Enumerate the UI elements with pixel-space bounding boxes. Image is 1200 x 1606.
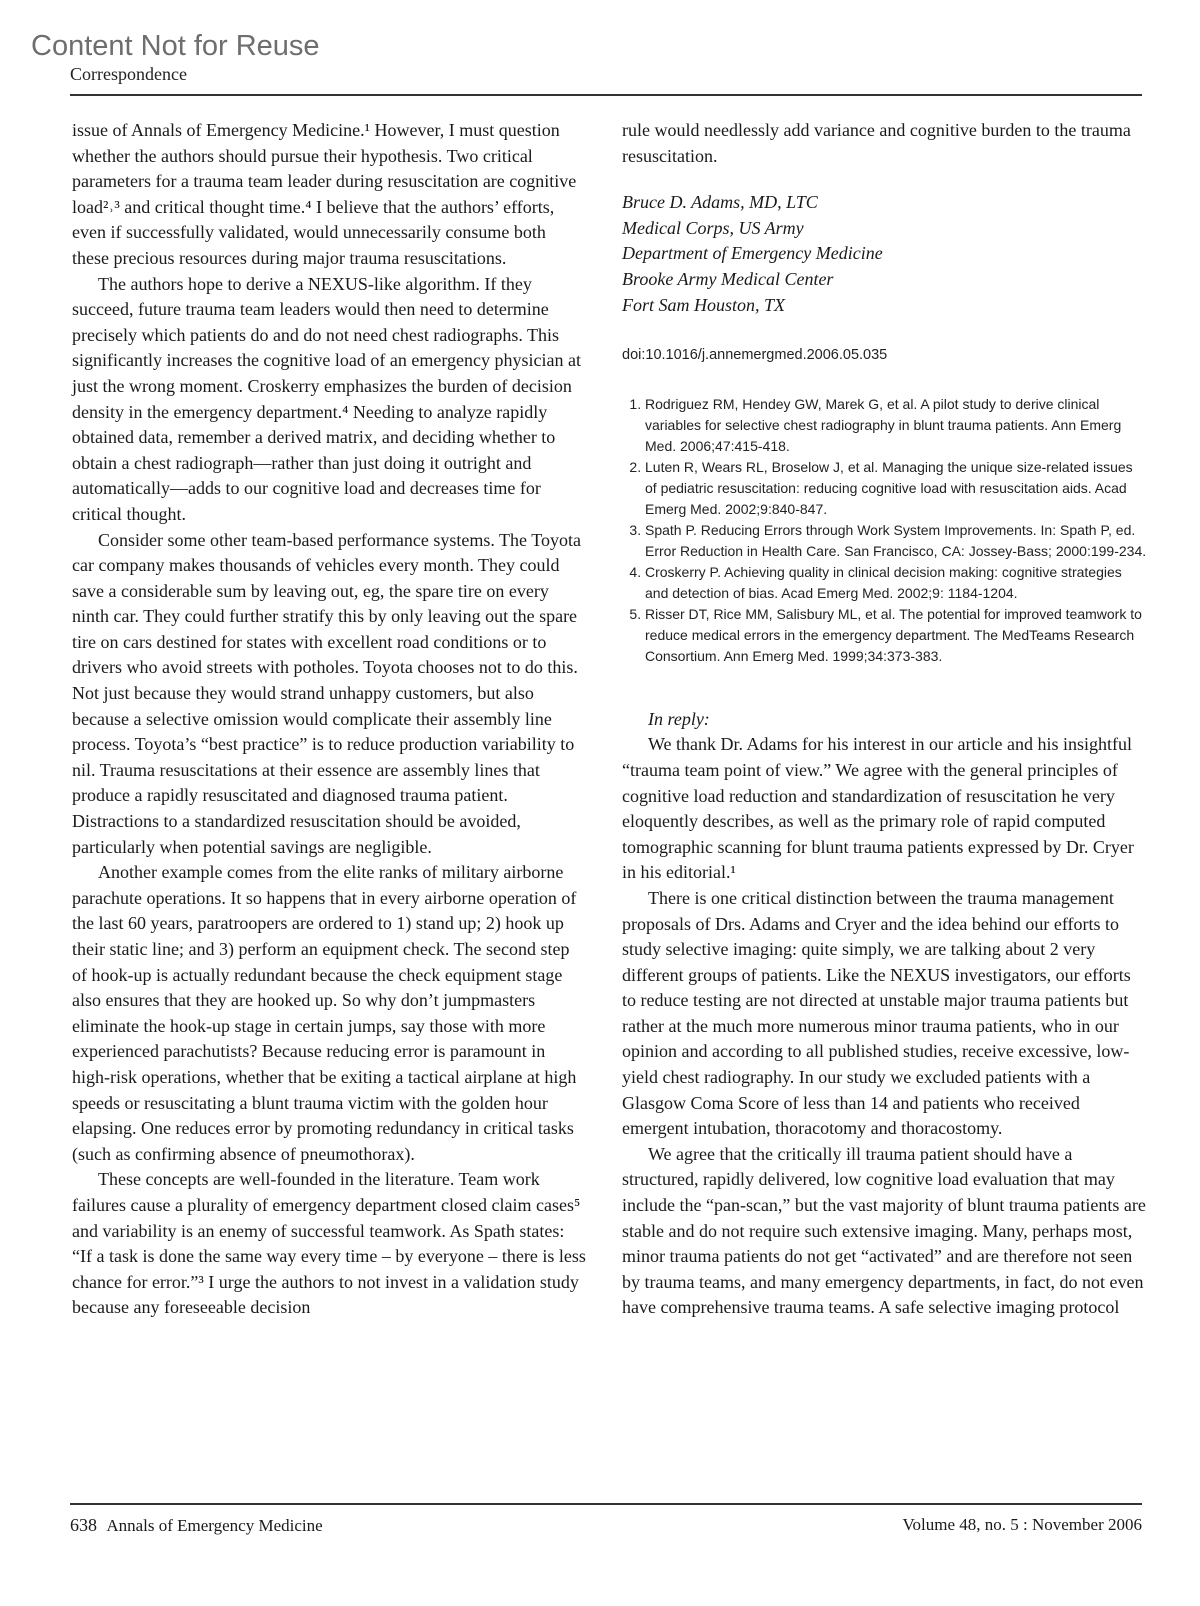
page-number: 638 bbox=[70, 1515, 97, 1535]
journal-name: Annals of Emergency Medicine bbox=[106, 1516, 323, 1535]
signature-line: Department of Emergency Medicine bbox=[622, 243, 883, 264]
left-column bbox=[72, 118, 587, 1321]
watermark: Content Not for Reuse bbox=[31, 30, 320, 62]
reference-item: 5. Risser DT, Rice MM, Salisbury ML, et al. The potential for improved teamwork to reduce medical errors in the emergency department. The MedTeams Research Consortium. Ann Emerg Med. 1999;34:373-383. bbox=[645, 604, 1147, 667]
reply-paragraph: We agree that the critically ill trauma patient should have a structured, rapidly delivered, low cognitive load evaluation that may include the “pan-scan,” but the vast majority of blunt trauma patients are stable and do not require such extensive imaging. Many, perhaps most, minor trauma patients do not get “activated” and are therefore not seen by trauma teams, and many emergency departments, in fact, do not even have comprehensive trauma teams. A safe selective imaging protocol bbox=[622, 1143, 1146, 1318]
reference-list bbox=[622, 394, 1147, 667]
issue-info: Volume 48, no. 5 : November 2006 bbox=[902, 1515, 1142, 1534]
footer-left bbox=[70, 1515, 323, 1536]
author-signature bbox=[622, 190, 1147, 318]
reference-item: 4. Croskerry P. Achieving quality in clinical decision making: cognitive strategies and detection of bias. Acad Emerg Med. 2002;9: 1184-1204. bbox=[645, 562, 1147, 604]
reply-paragraph: There is one critical distinction between the trauma management proposals of Drs. Adams and Cryer and the idea behind our efforts to study selective imaging: quite simply, we are talking about 2 very different groups of patients. Like the NEXUS investigators, our efforts to reduce testing are not directed at unstable major trauma patients but rather at the much more numerous minor trauma patients, who in our opinion and according to all published studies, receive excessive, low-yield chest radiography. In our study we excluded patients with a Glasgow Coma Score of less than 14 and patients who received emergent intubation, thoracotomy and thoracostomy. bbox=[622, 887, 1131, 1139]
header-rule bbox=[70, 94, 1142, 96]
body-paragraph: The authors hope to derive a NEXUS-like algorithm. If they succeed, future trauma team leaders would then need to determine precisely which patients do and do not need chest radiographs. This significantly increases the cognitive load of an emergency physician at just the wrong moment. Croskerry emphasizes the burden of decision density in the emergency department.⁴ Needing to analyze rapidly obtained data, remember a derived matrix, and deciding whether to obtain a chest radiograph—rather than just doing it outright and automatically—adds to our cognitive load and decreases time for critical thought. bbox=[72, 273, 581, 524]
doi: doi:10.1016/j.annemergmed.2006.05.035 bbox=[622, 347, 888, 364]
body-paragraph: issue of Annals of Emergency Medicine.¹ However, I must question whether the authors should pursue their hypothesis. Two critical parameters for a trauma team leader during resuscitation are cognitive load²˒³ and critical thought time.⁴ I believe that the authors’ efforts, even if successfully validated, would unnecessarily consume both these precious resources during major trauma resuscitations. bbox=[72, 120, 577, 268]
footer-rule bbox=[70, 1503, 1142, 1505]
reference-item: 2. Luten R, Wears RL, Broselow J, et al. Managing the unique size-related issues of pediatric resuscitation: reducing cognitive load with resuscitation aids. Acad Emerg Med. 2002;9:840-847. bbox=[645, 457, 1147, 520]
reference-item: 1. Rodriguez RM, Hendey GW, Marek G, et al. A pilot study to derive clinical variables for selective chest radiography in blunt trauma patients. Ann Emerg Med. 2006;47:415-418. bbox=[645, 394, 1147, 457]
body-paragraph: Another example comes from the elite ranks of military airborne parachute operations. It so happens that in every airborne operation of the last 60 years, paratroopers are ordered to 1) stand up; 2) hook up their static line; and 3) perform an equipment check. The second step of hook-up is actually redundant because the check equipment stage also ensures that they are hooked up. So why don’t jumpmasters eliminate the hook-up stage in certain jumps, say those with more experienced parachutists? Because reducing error is paramount in high-risk operations, whether that be exiting a tactical airplane at high speeds or resuscitating a blunt trauma victim with the golden hour elapsing. One reduces error by promoting redundancy in critical tasks (such as confirming absence of pneumothorax). bbox=[72, 862, 577, 1164]
body-paragraph: Consider some other team-based performance systems. The Toyota car company makes thousands of vehicles every month. They could save a considerable sum by leaving out, eg, the spare tire on every ninth car. They could further stratify this by only leaving out the spare tire on cars destined for states with excellent road conditions or to drivers who avoid streets with potholes. Toyota chooses not to do this. Not just because they would strand unhappy customers, but also because a selective omission would complicate their assembly line process. Toyota’s “best practice” is to reduce production variability to nil. Trauma resuscitations at their essence are assembly lines that produce a rapidly resuscitated and diagnosed trauma patient. Distractions to a standardized resuscitation should be avoided, particularly when potential savings are negligible. bbox=[72, 529, 581, 857]
reply-heading: In reply: bbox=[648, 708, 710, 729]
signature-line: Fort Sam Houston, TX bbox=[622, 294, 786, 315]
reply-paragraph: We thank Dr. Adams for his interest in our article and his insightful “trauma team point of view.” We agree with the general principles of cognitive load reduction and standardization of resuscitation he very eloquently describes, as well as the primary role of rapid computed tomographic scanning for blunt trauma patients expressed by Dr. Cryer in his editorial.¹ bbox=[622, 734, 1134, 883]
signature-line: Bruce D. Adams, MD, LTC bbox=[622, 192, 818, 213]
signature-line: Medical Corps, US Army bbox=[622, 217, 804, 238]
section-label: Correspondence bbox=[70, 64, 187, 84]
signature-line: Brooke Army Medical Center bbox=[622, 268, 834, 289]
body-paragraph: These concepts are well-founded in the literature. Team work failures cause a plurality of emergency department closed claim cases⁵ and variability is an enemy of successful teamwork. As Spath states: “If a task is done the same way every time – by everyone – there is less chance for error.”³ I urge the authors to not invest in a validation study because any foreseeable decision bbox=[72, 1169, 586, 1318]
reference-item: 3. Spath P. Reducing Errors through Work System Improvements. In: Spath P, ed. Error Reduction in Health Care. San Francisco, CA: Jossey-Bass; 2000:199-234. bbox=[645, 520, 1147, 562]
body-paragraph: rule would needlessly add variance and cognitive burden to the trauma resuscitation. bbox=[622, 120, 1131, 166]
right-column bbox=[622, 118, 1147, 1321]
